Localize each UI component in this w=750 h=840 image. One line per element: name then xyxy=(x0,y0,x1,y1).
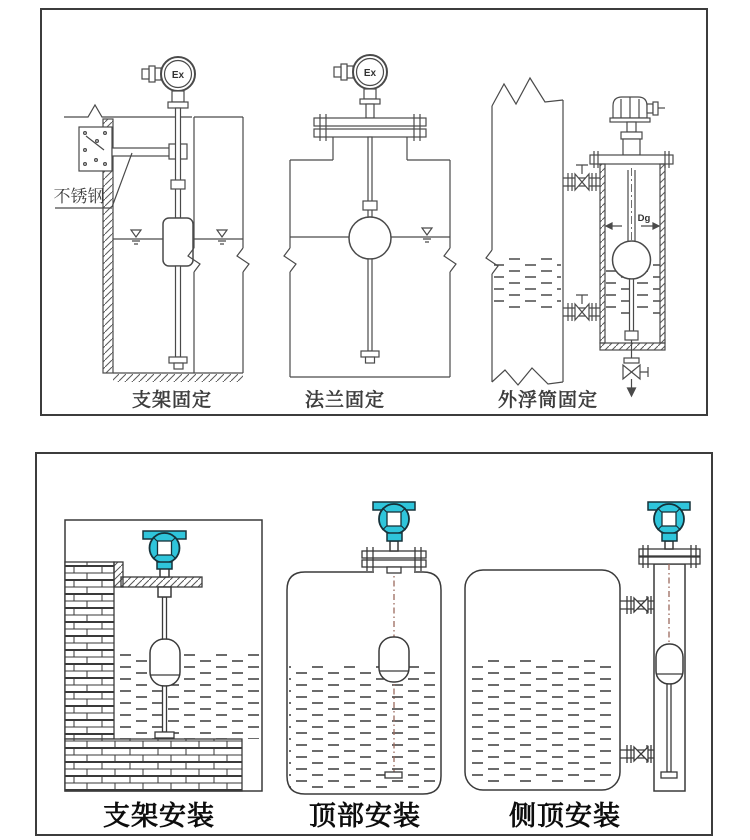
liquid xyxy=(469,657,616,785)
sensor-rod-upper xyxy=(163,597,167,639)
lower-isolation-valve xyxy=(563,295,600,321)
float xyxy=(163,218,193,266)
smart-transmitter xyxy=(648,502,690,549)
sensor-rod-upper xyxy=(176,108,181,218)
fixing-methods-drawing xyxy=(42,10,706,414)
rod-coupling xyxy=(363,201,377,210)
water-level-symbol xyxy=(422,228,432,242)
float-chamber xyxy=(590,151,673,396)
flange-fixing-diagram xyxy=(284,55,456,377)
brick-wall-base xyxy=(65,739,242,791)
transmitter-display xyxy=(387,512,401,526)
sensor-rod-lower xyxy=(163,686,167,732)
side-top-install-caption: 侧顶安装 xyxy=(509,801,621,831)
sensor-rod-lower xyxy=(176,266,181,357)
bracket-shelf xyxy=(121,577,202,587)
transmitter-neck xyxy=(157,562,172,569)
water xyxy=(117,652,260,739)
side-top-install-diagram xyxy=(465,502,700,791)
support-arm xyxy=(112,148,171,156)
rod-coupling xyxy=(625,331,638,340)
bracket-fixing-diagram xyxy=(55,57,249,382)
transmitter-display xyxy=(158,541,172,555)
installation-methods-drawing xyxy=(37,454,711,834)
top-install-caption: 顶部安装 xyxy=(309,801,421,831)
ex-transmitter-head xyxy=(334,55,387,118)
transmitter-neck xyxy=(387,533,402,541)
ball-float xyxy=(613,241,651,279)
tank-liquid xyxy=(494,256,561,312)
external-chamber-fixing-caption: 外浮筒固定 xyxy=(497,390,599,411)
rod-coupling xyxy=(387,567,401,573)
rod-end-stop xyxy=(385,772,402,778)
installation-methods-panel xyxy=(35,452,713,836)
rod-end-cap xyxy=(366,357,375,363)
lower-nozzle-valve xyxy=(620,745,654,763)
bracket-install-diagram xyxy=(65,520,262,791)
ex-marking: Ex xyxy=(363,68,377,79)
external-chamber-fixing-diagram xyxy=(486,78,673,396)
diameter-label: Dg xyxy=(637,213,651,224)
process-tank xyxy=(486,78,563,385)
rod-end-stop xyxy=(155,732,174,738)
ball-float xyxy=(349,217,391,259)
diameter-dimension xyxy=(606,223,659,229)
ground-hatch xyxy=(113,374,243,382)
transmitter-display xyxy=(662,512,676,526)
rod-coupling xyxy=(171,180,185,189)
flange-fixing-caption: 法兰固定 xyxy=(304,390,386,411)
tank-bottom-break xyxy=(492,368,563,385)
drain-valve xyxy=(623,365,648,396)
sensor-rod-lower xyxy=(667,684,671,772)
float xyxy=(656,644,683,684)
chamber-top-flange xyxy=(590,155,673,164)
sensor-rod-lower xyxy=(368,259,372,351)
wall-bracket-plate xyxy=(79,127,112,171)
sensor-rod-lower xyxy=(630,279,634,331)
fixing-methods-panel xyxy=(40,8,708,416)
chamber-transmitter-head xyxy=(610,97,665,155)
liquid xyxy=(289,662,439,792)
rod-end-stop xyxy=(361,351,379,357)
bracket-install-caption: 支架安装 xyxy=(103,801,215,831)
upper-nozzle-valve xyxy=(620,596,654,614)
ex-transmitter-head xyxy=(142,57,195,108)
float xyxy=(150,639,180,686)
bracket-fixing-caption: 支架固定 xyxy=(131,390,213,411)
stainless-steel-note: 不锈钢 xyxy=(53,187,105,206)
tank-top-break xyxy=(492,78,563,106)
rod-end-stop xyxy=(661,772,677,778)
brick-wall-column xyxy=(65,562,114,739)
float xyxy=(379,637,409,682)
smart-transmitter xyxy=(373,502,415,551)
tank-right-wall xyxy=(188,117,249,373)
ex-marking: Ex xyxy=(171,70,185,81)
rod-end-stop xyxy=(169,357,187,363)
rod-end-cap xyxy=(174,363,183,369)
top-install-diagram xyxy=(287,502,441,794)
upper-isolation-valve xyxy=(563,165,600,191)
transmitter-neck xyxy=(662,533,677,541)
